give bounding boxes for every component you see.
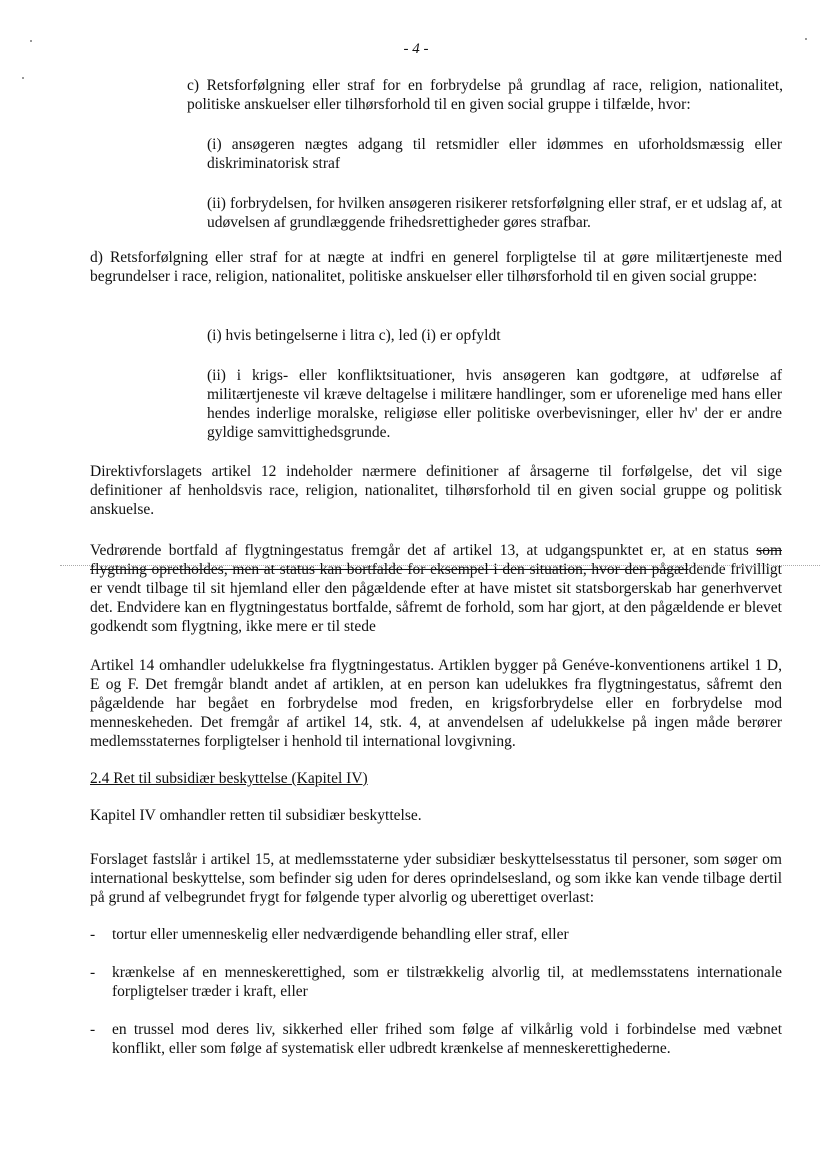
bullet-marker: - [90, 964, 96, 981]
paragraph-c-item-ii: (ii) forbrydelsen, for hvilken ansøgeren risikerer retsforfølgning eller straf, er et udslag af, at udøvelsen af grundlæggende frihedsrettigheder gøres strafbar. [207, 195, 782, 231]
paragraph-c: c) Retsforfølgning eller straf for en forbrydelse på grundlag af race, religion, nationalitet, politiske anskuelser eller tilhørsforhold til en given social gruppe i tilfælde, hvor: [187, 77, 783, 113]
paragraph-d: d) Retsforfølgning eller straf for at nægte at indfri en generel forpligtelse til at gøre militærtjeneste med begrundelser i race, religion, nationalitet, politiske anskuelser eller tilhørsforhold til en given social gruppe: [90, 249, 782, 285]
article-13-paragraph [90, 541, 782, 636]
paragraph-c-item-i: (i) ansøgeren nægtes adgang til retsmidler eller idømmes en uforholdsmæssig eller diskriminatorisk straf [207, 136, 782, 172]
list-item-text: krænkelse af en menneskerettighed, som er tilstrækkelig alvorlig til, at medlemsstatens internationale forpligtelser træder i kraft, eller [112, 964, 782, 1000]
scan-speck [22, 77, 24, 79]
section-heading: 2.4 Ret til subsidiær beskyttelse (Kapitel IV) [90, 770, 368, 787]
article-13-text-start: Vedrørende bortfald af flygtningestatus fremgår det af artikel 13, at udgangspunktet er, at en status [90, 542, 757, 559]
page-number: - 4 - [403, 41, 429, 57]
article-13-struck-text: som flygtning opretholdes, men at status kan bortfalde for eksempel i den situation, hvor den pågæl [90, 542, 782, 578]
bullet-marker: - [90, 1021, 96, 1038]
article-15-paragraph: Forslaget fastslår i artikel 15, at medlemsstaterne yder subsidiær beskyttelsesstatus til personer, som søger om international beskyttelse, som befinder sig uden for deres oprindelsesland, og som ikke kan vende tilbage dertil på grund af velbegrundet frygt for følgende typer alvorlig og uberettiget overlast: [90, 851, 782, 906]
paragraph-d-item-i: (i) hvis betingelserne i litra c), led (i) er opfyldt [207, 327, 501, 344]
chapter-4-paragraph: Kapitel IV omhandler retten til subsidiær beskyttelse. [90, 807, 422, 824]
article-12-paragraph: Direktivforslagets artikel 12 indeholder nærmere definitioner af årsagerne til forfølgelse, det vil sige definitioner af henholdsvis race, religion, nationalitet, tilhørsforhold til en given social gruppe og politisk anskuelse. [90, 463, 782, 518]
list-item-text: en trussel mod deres liv, sikkerhed eller frihed som følge af vilkårlig vold i forbindelse med væbnet konflikt, eller som følge af systematisk eller udbredt krænkelse af menneskerettighederne. [112, 1021, 782, 1057]
list-item-text: tortur eller umenneskelig eller nedværdigende behandling eller straf, eller [112, 926, 569, 943]
paragraph-d-item-ii: (ii) i krigs- eller konfliktsituationer, hvis ansøgeren kan godtgøre, at udførelse af militærtjeneste vil kræve deltagelse i militære handlinger, som er uforenelige med hans eller hendes inderlige moralske, religiøse eller politiske overbevisninger, eller hv' der er andre gyldige samvittighedsgrunde. [207, 367, 782, 441]
bullet-marker: - [90, 926, 96, 943]
article-14-paragraph: Artikel 14 omhandler udelukkelse fra flygtningestatus. Artiklen bygger på Genéve-konventionens artikel 1 D, E og F. Det fremgår blandt andet af artiklen, at en person kan udelukkes fra flygtningestatus, såfremt den pågældende har begået en forbrydelse mod freden, en krigsforbrydelse eller en forbrydelse mod menneskeheden. Det fremgår af artikel 14, stk. 4, at anvendelsen af udelukkelse på ingen måde berører medlemsstaternes forpligtelser i henhold til international lovgivning. [90, 657, 782, 750]
article-13-text-end: dende frivilligt er vendt tilbage til sit hjemland eller den pågældende efter at have mistet sit statsborgerskab har generhvervet det. Endvidere kan en flygtningestatus bortfalde, såfremt de forhold, som har gjort, at den pågældende er blevet godkendt som flygtning, ikke mere er til stede [90, 561, 782, 635]
